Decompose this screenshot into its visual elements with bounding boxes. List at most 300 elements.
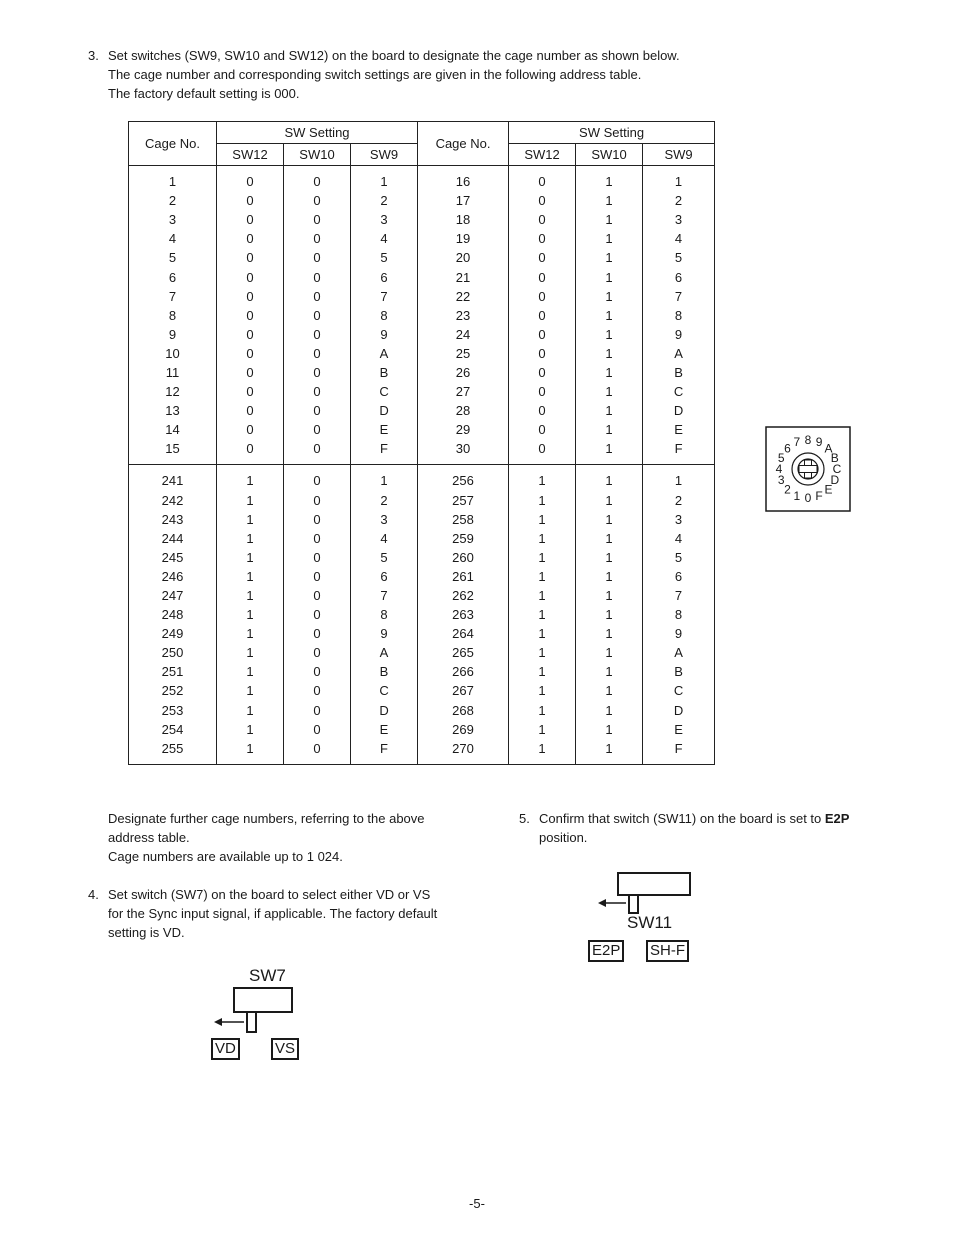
table-cell: 13 — [129, 401, 217, 420]
table-cell: 0 — [217, 166, 284, 192]
sw12-header: SW12 — [217, 144, 284, 166]
table-row — [129, 510, 715, 529]
sw-setting-header: SW Setting — [217, 122, 418, 144]
table-cell: 0 — [509, 248, 576, 267]
table-cell: 5 — [643, 248, 715, 267]
table-cell: 18 — [418, 210, 509, 229]
table-cell: 0 — [509, 420, 576, 439]
table-cell: 28 — [418, 401, 509, 420]
table-row — [129, 287, 715, 306]
table-cell: 1 — [576, 491, 643, 510]
table-cell: 7 — [129, 287, 217, 306]
table-cell: 6 — [351, 267, 418, 286]
table-cell: 268 — [418, 701, 509, 720]
table-cell: 14 — [129, 420, 217, 439]
table-cell: 1 — [576, 439, 643, 465]
table-cell: 1 — [576, 210, 643, 229]
table-cell: 0 — [217, 325, 284, 344]
table-cell: 1 — [576, 624, 643, 643]
table-cell: 0 — [284, 401, 351, 420]
table-cell: 1 — [509, 491, 576, 510]
table-cell: F — [351, 439, 418, 465]
table-cell: 1 — [576, 166, 643, 192]
table-cell: 1 — [509, 662, 576, 681]
table-cell: 1 — [509, 529, 576, 548]
step-5-bold: E2P — [824, 811, 850, 826]
vs-label: VS — [271, 1038, 299, 1060]
rotary-digit: 9 — [815, 435, 823, 450]
table-cell: 1 — [217, 465, 284, 491]
table-cell: 1 — [576, 382, 643, 401]
table-cell: 1 — [576, 191, 643, 210]
rotary-digit: E — [824, 482, 833, 497]
table-cell: 1 — [351, 465, 418, 491]
table-cell: F — [643, 439, 715, 465]
table-cell: 1 — [217, 739, 284, 765]
table-cell: 3 — [643, 210, 715, 229]
table-cell: 7 — [643, 586, 715, 605]
table-cell: 241 — [129, 465, 217, 491]
table-cell: 0 — [217, 267, 284, 286]
table-cell: 1 — [509, 681, 576, 700]
table-cell: 23 — [418, 306, 509, 325]
table-cell: 263 — [418, 605, 509, 624]
table-cell: 259 — [418, 529, 509, 548]
rotary-digit: B — [830, 450, 839, 465]
table-cell: 9 — [129, 325, 217, 344]
table-cell: 12 — [129, 382, 217, 401]
table-cell: 0 — [284, 420, 351, 439]
table-cell: 264 — [418, 624, 509, 643]
table-cell: 0 — [509, 401, 576, 420]
table-cell: 1 — [217, 701, 284, 720]
table-row — [129, 491, 715, 510]
table-cell: 1 — [509, 624, 576, 643]
step-number: 5. — [519, 811, 530, 826]
table-cell: E — [351, 420, 418, 439]
rotary-digit: 4 — [775, 462, 783, 476]
table-cell: 0 — [284, 166, 351, 192]
table-cell: 4 — [351, 529, 418, 548]
table-cell: 0 — [217, 306, 284, 325]
table-cell: 1 — [217, 491, 284, 510]
table-row — [129, 605, 715, 624]
vd-option — [211, 1038, 240, 1060]
table-cell: 260 — [418, 548, 509, 567]
table-row — [129, 191, 715, 210]
table-cell: 1 — [576, 344, 643, 363]
table-cell: 1 — [576, 548, 643, 567]
table-cell: 1 — [576, 605, 643, 624]
table-cell: D — [351, 401, 418, 420]
table-cell: 244 — [129, 529, 217, 548]
table-cell: 30 — [418, 439, 509, 465]
table-cell: 247 — [129, 586, 217, 605]
table-cell: 1 — [509, 739, 576, 765]
table-cell: 24 — [418, 325, 509, 344]
rotary-digit: 8 — [804, 433, 812, 447]
table-row — [129, 420, 715, 439]
table-row — [129, 382, 715, 401]
cage-no-header: Cage No. — [418, 122, 509, 166]
table-cell: 1 — [217, 605, 284, 624]
table-row — [129, 401, 715, 420]
table-cell: 1 — [576, 401, 643, 420]
table-cell: 253 — [129, 701, 217, 720]
table-cell: 1 — [576, 465, 643, 491]
step-number: 4. — [88, 887, 99, 902]
table-cell: 6 — [643, 567, 715, 586]
slide-switch-icon — [212, 986, 302, 1034]
table-row — [129, 325, 715, 344]
rotary-digit: 2 — [784, 482, 791, 497]
table-row — [129, 248, 715, 267]
table-cell: 243 — [129, 510, 217, 529]
table-cell: 0 — [284, 465, 351, 491]
table-cell: 261 — [418, 567, 509, 586]
table-cell: 251 — [129, 662, 217, 681]
table-cell: 1 — [576, 248, 643, 267]
table-cell: 1 — [217, 662, 284, 681]
table-cell: 16 — [418, 166, 509, 192]
table-cell: 2 — [643, 191, 715, 210]
table-cell: 255 — [129, 739, 217, 765]
table-cell: 27 — [418, 382, 509, 401]
table-cell: 6 — [643, 267, 715, 286]
table-cell: 0 — [284, 325, 351, 344]
table-cell: 29 — [418, 420, 509, 439]
table-cell: 249 — [129, 624, 217, 643]
table-cell: 1 — [576, 363, 643, 382]
rotary-digit: 6 — [784, 441, 791, 456]
table-cell: 1 — [351, 166, 418, 192]
table-cell: 2 — [351, 191, 418, 210]
table-cell: E — [351, 720, 418, 739]
table-cell: 0 — [509, 344, 576, 363]
table-row — [129, 739, 715, 765]
table-cell: 19 — [418, 229, 509, 248]
sw12-header: SW12 — [509, 144, 576, 166]
table-cell: 1 — [576, 567, 643, 586]
table-cell: 250 — [129, 643, 217, 662]
rotary-digit: 0 — [804, 491, 812, 505]
rotary-digit: C — [832, 462, 842, 476]
step-number: 3. — [88, 48, 99, 63]
table-cell: 1 — [217, 624, 284, 643]
table-cell: 0 — [284, 287, 351, 306]
sw7-label: SW7 — [249, 966, 286, 985]
intro-line: The cage number and corresponding switch settings are given in the following address table. — [108, 67, 642, 82]
table-cell: 1 — [217, 567, 284, 586]
table-row — [129, 210, 715, 229]
vs-option — [271, 1038, 299, 1060]
rotary-digit: A — [824, 441, 833, 456]
rotary-digit: 1 — [793, 488, 801, 503]
table-cell: 258 — [418, 510, 509, 529]
sw10-header: SW10 — [284, 144, 351, 166]
table-cell: 22 — [418, 287, 509, 306]
address-table — [128, 121, 715, 765]
table-cell: 4 — [129, 229, 217, 248]
table-cell: 256 — [418, 465, 509, 491]
table-cell: 0 — [509, 439, 576, 465]
table-cell: 7 — [351, 586, 418, 605]
table-cell: 5 — [351, 548, 418, 567]
table-cell: 5 — [351, 248, 418, 267]
note-line: Cage numbers are available up to 1 024. — [108, 849, 343, 864]
table-cell: C — [351, 382, 418, 401]
table-cell: 0 — [284, 681, 351, 700]
step-3-intro — [88, 46, 680, 103]
table-row — [129, 720, 715, 739]
table-cell: 1 — [217, 681, 284, 700]
table-cell: 10 — [129, 344, 217, 363]
table-cell: 1 — [576, 287, 643, 306]
table-cell: 1 — [643, 166, 715, 192]
table-row — [129, 529, 715, 548]
table-row — [129, 548, 715, 567]
table-cell: 1 — [576, 662, 643, 681]
table-cell: 270 — [418, 739, 509, 765]
table-cell: 25 — [418, 344, 509, 363]
table-cell: 0 — [284, 267, 351, 286]
step-4-text: Set switch (SW7) on the board to select either VD or VS for the Sync input signal, if applicable. The factory default setting is VD. — [108, 887, 438, 940]
table-cell: 0 — [509, 382, 576, 401]
table-cell: 17 — [418, 191, 509, 210]
table-row — [129, 344, 715, 363]
table-cell: 9 — [351, 325, 418, 344]
sw-setting-header: SW Setting — [509, 122, 715, 144]
table-cell: 0 — [284, 491, 351, 510]
table-cell: 1 — [509, 605, 576, 624]
note-line: Designate further cage numbers, referring to the above address table. — [108, 811, 425, 845]
sw9-header: SW9 — [643, 144, 715, 166]
sw10-header: SW10 — [576, 144, 643, 166]
table-cell: 0 — [509, 306, 576, 325]
table-cell: 3 — [129, 210, 217, 229]
rotary-digit: 7 — [793, 435, 801, 450]
step-5-text — [539, 809, 889, 847]
table-cell: B — [351, 662, 418, 681]
table-cell: 20 — [418, 248, 509, 267]
table-cell: 0 — [284, 548, 351, 567]
sh-f-option — [646, 940, 689, 962]
table-cell: 0 — [284, 567, 351, 586]
table-cell: 1 — [576, 306, 643, 325]
table-row — [129, 567, 715, 586]
table-row — [129, 701, 715, 720]
table-cell: B — [643, 363, 715, 382]
cage-no-header: Cage No. — [129, 122, 217, 166]
table-cell: C — [643, 382, 715, 401]
table-cell: 2 — [643, 491, 715, 510]
table-cell: 0 — [217, 344, 284, 363]
table-group-2 — [129, 465, 715, 764]
table-cell: 265 — [418, 643, 509, 662]
rotary-digit: 3 — [777, 473, 785, 488]
table-cell: 3 — [351, 510, 418, 529]
e2p-option — [588, 940, 624, 962]
table-row — [129, 306, 715, 325]
step-5 — [519, 809, 889, 847]
table-cell: F — [351, 739, 418, 765]
table-cell: 0 — [509, 363, 576, 382]
table-cell: 1 — [576, 643, 643, 662]
table-cell: 7 — [643, 287, 715, 306]
table-cell: 0 — [509, 325, 576, 344]
table-cell: 248 — [129, 605, 217, 624]
table-cell: 1 — [576, 586, 643, 605]
rotary-digit: 5 — [777, 450, 785, 465]
table-cell: D — [643, 401, 715, 420]
table-cell: 0 — [284, 720, 351, 739]
table-cell: 8 — [351, 605, 418, 624]
table-cell: B — [351, 363, 418, 382]
table-row — [129, 465, 715, 491]
table-cell: 252 — [129, 681, 217, 700]
table-cell: 0 — [284, 624, 351, 643]
table-cell: 0 — [217, 382, 284, 401]
table-cell: 0 — [284, 662, 351, 681]
table-cell: 0 — [284, 739, 351, 765]
table-cell: 0 — [284, 586, 351, 605]
table-cell: E — [643, 720, 715, 739]
table-cell: B — [643, 662, 715, 681]
table-cell: 1 — [509, 510, 576, 529]
table-cell: 9 — [643, 325, 715, 344]
table-cell: 0 — [284, 382, 351, 401]
table-cell: 1 — [509, 643, 576, 662]
intro-line: The factory default setting is 000. — [108, 86, 300, 101]
table-cell: 0 — [509, 287, 576, 306]
rotary-digit: D — [830, 473, 840, 488]
table-cell: 8 — [643, 605, 715, 624]
table-cell: D — [351, 701, 418, 720]
table-cell: 1 — [129, 166, 217, 192]
table-cell: D — [643, 701, 715, 720]
table-cell: 1 — [576, 420, 643, 439]
step-5-text-after: position. — [539, 830, 588, 845]
table-row — [129, 681, 715, 700]
table-cell: 1 — [576, 720, 643, 739]
table-cell: A — [351, 643, 418, 662]
table-row — [129, 267, 715, 286]
rotary-digit: F — [815, 488, 823, 503]
e2p-label: E2P — [588, 940, 624, 962]
sw9-header: SW9 — [351, 144, 418, 166]
table-cell: 6 — [129, 267, 217, 286]
slide-switch-icon — [592, 871, 692, 915]
table-cell: 1 — [217, 529, 284, 548]
table-row — [129, 229, 715, 248]
table-cell: 4 — [643, 229, 715, 248]
page-number: -5- — [469, 1196, 485, 1211]
table-cell: 8 — [643, 306, 715, 325]
table-cell: 0 — [284, 439, 351, 465]
table-cell: 0 — [284, 344, 351, 363]
table-row — [129, 363, 715, 382]
table-cell: 1 — [509, 720, 576, 739]
table-cell: 0 — [217, 420, 284, 439]
table-cell: 1 — [576, 229, 643, 248]
table-cell: 0 — [284, 191, 351, 210]
table-cell: 0 — [284, 510, 351, 529]
vd-label: VD — [211, 1038, 240, 1060]
table-cell: 0 — [509, 267, 576, 286]
table-cell: 11 — [129, 363, 217, 382]
table-cell: 1 — [576, 529, 643, 548]
table-cell: A — [351, 344, 418, 363]
table-cell: 0 — [284, 363, 351, 382]
intro-line: Set switches (SW9, SW10 and SW12) on the board to designate the cage number as shown below. — [108, 48, 680, 63]
table-cell: 0 — [284, 643, 351, 662]
table-cell: C — [643, 681, 715, 700]
table-row — [129, 624, 715, 643]
table-cell: 15 — [129, 439, 217, 465]
table-cell: 257 — [418, 491, 509, 510]
table-cell: 0 — [217, 363, 284, 382]
table-cell: 1 — [217, 586, 284, 605]
table-cell: 2 — [129, 191, 217, 210]
table-row — [129, 662, 715, 681]
table-cell: 1 — [576, 267, 643, 286]
table-cell: 262 — [418, 586, 509, 605]
table-cell: 8 — [129, 306, 217, 325]
table-cell: 3 — [351, 210, 418, 229]
table-cell: 5 — [643, 548, 715, 567]
table-cell: 1 — [509, 586, 576, 605]
table-cell: 1 — [217, 548, 284, 567]
table-cell: 4 — [351, 229, 418, 248]
table-cell: 1 — [576, 325, 643, 344]
table-cell: 0 — [217, 287, 284, 306]
table-cell: 0 — [284, 210, 351, 229]
table-cell: 0 — [217, 439, 284, 465]
table-cell: 1 — [576, 510, 643, 529]
table-cell: 269 — [418, 720, 509, 739]
table-cell: 1 — [509, 548, 576, 567]
table-cell: 26 — [418, 363, 509, 382]
table-cell: 1 — [643, 465, 715, 491]
table-cell: 1 — [576, 739, 643, 765]
table-cell: 266 — [418, 662, 509, 681]
table-cell: 3 — [643, 510, 715, 529]
table-cell: 0 — [217, 229, 284, 248]
table-cell: 1 — [576, 701, 643, 720]
table-cell: 254 — [129, 720, 217, 739]
table-cell: 0 — [284, 529, 351, 548]
table-cell: 1 — [217, 643, 284, 662]
table-group-1 — [129, 166, 715, 465]
table-cell: 246 — [129, 567, 217, 586]
table-cell: 4 — [643, 529, 715, 548]
table-row — [129, 586, 715, 605]
sw11-label: SW11 — [627, 913, 673, 932]
table-cell: 0 — [217, 401, 284, 420]
table-cell: 0 — [509, 191, 576, 210]
table-cell: 0 — [217, 210, 284, 229]
table-cell: 7 — [351, 287, 418, 306]
table-cell: 0 — [509, 229, 576, 248]
table-cell: 267 — [418, 681, 509, 700]
table-cell: 5 — [129, 248, 217, 267]
table-cell: 0 — [217, 248, 284, 267]
table-cell: 1 — [509, 701, 576, 720]
table-cell: 6 — [351, 567, 418, 586]
rotary-dial-icon — [765, 426, 851, 512]
table-cell: 0 — [284, 605, 351, 624]
table-cell: 1 — [509, 465, 576, 491]
